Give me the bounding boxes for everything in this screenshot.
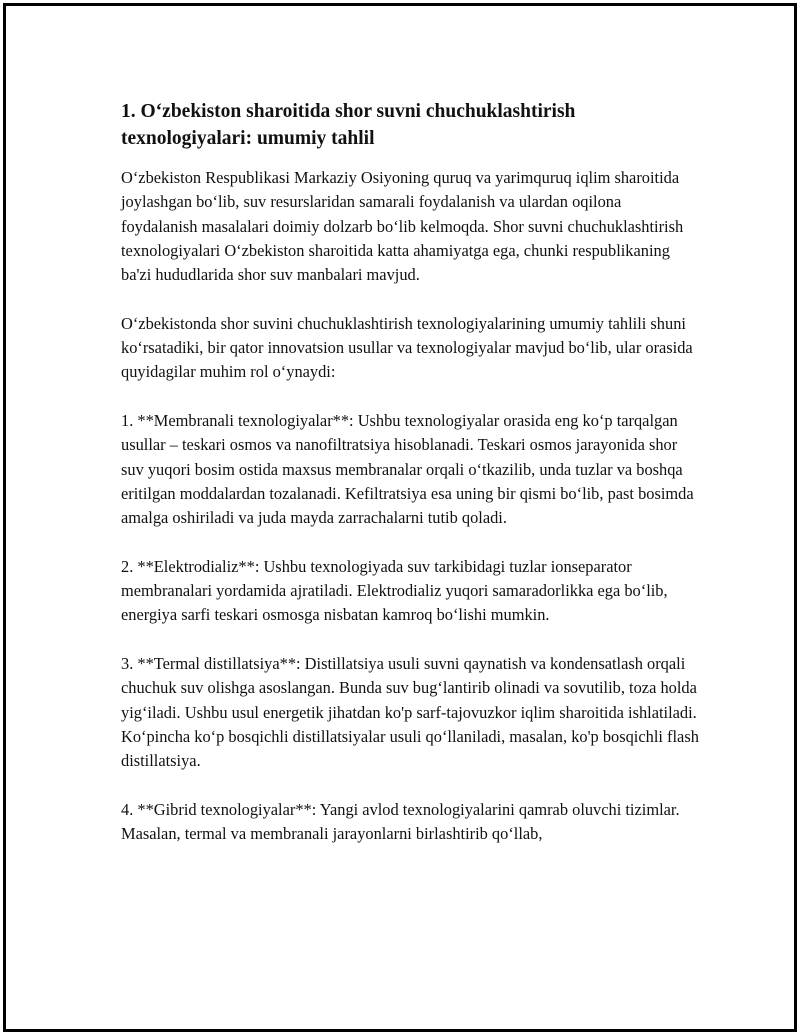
paragraph-hybrid: 4. **Gibrid texnologiyalar**: Yangi avlod texnologiyalarini qamrab oluvchi tizimlar. Masalan, termal va membranali jarayonlarni birlashtirib qo‘llab, (121, 799, 680, 844)
paragraph-thermal-distillation: 3. **Termal distillatsiya**: Distillatsiya usuli suvni qaynatish va kondensatlash orqali chuchuk suv olishga asoslangan. Bunda suv bug‘lantirib olinadi va sovutilib, toza holda yig‘iladi. Ushbu usul energetik jihatdan ko'p sarf-tajovuzkor iqlim sharoitida ishlatiladi. Ko‘pincha ko‘p bosqichli distillatsiyalar usuli qo‘llaniladi, masalan, ko'p bosqichli flash distillatsiya. (121, 653, 699, 771)
document-body (121, 98, 701, 871)
section-heading: 1. O‘zbekiston sharoitida shor suvni chuchuklashtirish texnologiyalari: umumiy tahlil (121, 101, 576, 149)
paragraph-membrane: 1. **Membranali texnologiyalar**: Ushbu texnologiyalar orasida eng ko‘p tarqalgan usullar – teskari osmos va nanofiltratsiya hisoblanadi. Teskari osmos jarayonida shor suv yuqori bosim ostida maxsus membranalar orqali o‘tkazilib, unda tuzlar va boshqa eritilgan moddalardan tozalanadi. Kefiltratsiya esa uning bir qismi bo‘lib, past bosimda amalga oshiriladi va juda mayda zarrachalarni tutib qoladi. (121, 410, 694, 528)
page-frame (3, 3, 797, 1032)
paragraph-intro: O‘zbekiston Respublikasi Markaziy Osiyoning quruq va yarimquruq iqlim sharoitida joylashgan bo‘lib, suv resurslaridan samarali foydalanish va ulardan oqilona foydalanish masalalari doimiy dolzarb bo‘lib kelmoqda. Shor suvni chuchuklashtirish texnologiyalari O‘zbekiston sharoitida katta ahamiyatga ega, chunki respublikaning ba'zi hududlarida shor suv manbalari mavjud. (121, 168, 684, 285)
paragraph-electrodialysis: 2. **Elektrodializ**: Ushbu texnologiyada suv tarkibidagi tuzlar ionseparator membranalari yordamida ajratiladi. Elektrodializ yuqori samaradorlikka ega bo‘lib, energiya sarfi teskari osmosga nisbatan kamroq bo‘lishi mumkin. (121, 556, 668, 625)
paragraph-overview: O‘zbekistonda shor suvini chuchuklashtirish texnologiyalarining umumiy tahlili shuni ko‘rsatadiki, bir qator innovatsion usullar va texnologiyalar mavjud bo‘lib, ular orasida quyidagilar muhim rol o‘ynaydi: (121, 313, 693, 382)
